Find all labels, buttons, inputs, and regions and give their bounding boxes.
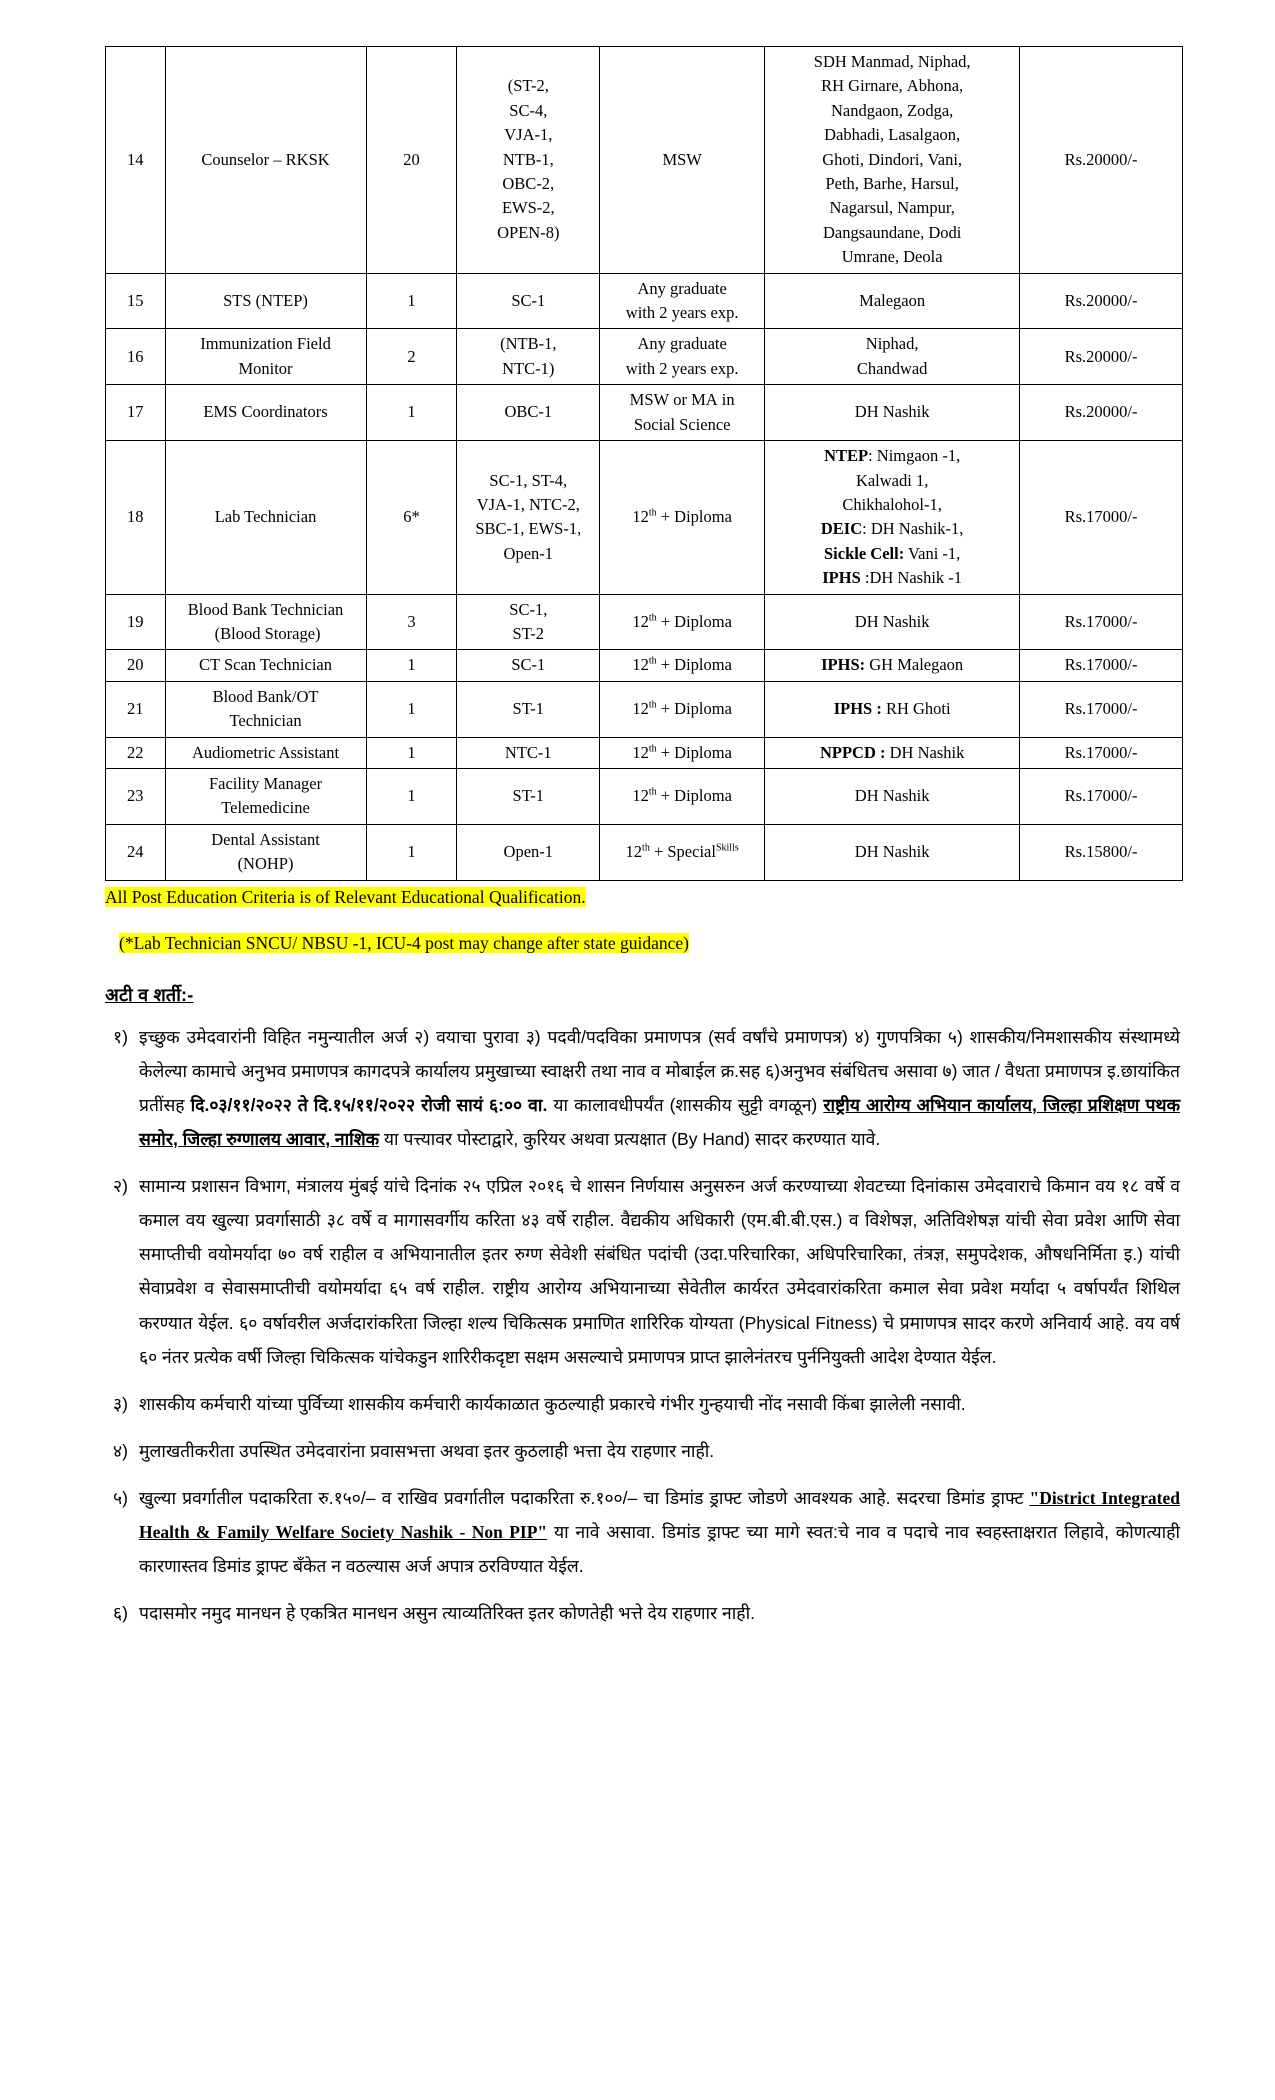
cell-salary: Rs.17000/- [1020,768,1183,824]
cell-location: DH Nashik [765,385,1020,441]
cell-sr-no: 19 [106,594,166,650]
cell-education: Any graduate with 2 years exp. [600,329,765,385]
condition-item [105,1481,1180,1583]
cell-location: DH Nashik [765,824,1020,880]
condition-number: ४) [113,1440,128,1461]
cell-education: 12th + Diploma [600,768,765,824]
conditions-list [105,1020,1180,1631]
cell-location: DH Nashik [765,594,1020,650]
cell-salary: Rs.17000/- [1020,650,1183,681]
cell-sr-no: 22 [106,737,166,768]
cell-sr-no: 21 [106,681,166,737]
cell-reservation: OBC-1 [457,385,600,441]
condition-number: १) [113,1026,128,1047]
cell-location: IPHS: GH Malegaon [765,650,1020,681]
cell-quantity: 1 [366,681,457,737]
cell-reservation: SC-1, ST-2 [457,594,600,650]
cell-quantity: 1 [366,650,457,681]
cell-quantity: 1 [366,273,457,329]
cell-post-name: Dental Assistant (NOHP) [165,824,366,880]
cell-education: 12th + Diploma [600,594,765,650]
cell-sr-no: 24 [106,824,166,880]
conditions-heading: अटी व शर्ती:- [105,984,194,1005]
condition-text: खुल्या प्रवर्गातील पदाकरिता रु.१५०/– व राखिव प्रवर्गातील पदाकरिता रु.१००/– चा डिमांड ड्राफ्ट जोडणे आवश्यक आहे. सदरचा डिमांड ड्राफ्ट "District Integrated Health & Family Welfare Society Nashik - Non PIP" या नावे असावा. डिमांड ड्राफ्ट च्या मागे स्वत:चे नाव व पदाचे नाव स्वहस्ताक्षरात लिहावे, कोणत्याही कारणास्तव डिमांड ड्राफ्ट बँकेत न वठल्यास अर्ज अपात्र ठरविण्यात येईल. [139,1488,1180,1577]
table-row [106,47,1183,274]
cell-post-name: Immunization Field Monitor [165,329,366,385]
condition-item [105,1020,1180,1157]
cell-sr-no: 14 [106,47,166,274]
condition-item [105,1434,1180,1468]
cell-quantity: 1 [366,737,457,768]
cell-quantity: 1 [366,768,457,824]
cell-location: SDH Manmad, Niphad, RH Girnare, Abhona, Nandgaon, Zodga, Dabhadi, Lasalgaon, Ghoti, Dindori, Vani, Peth, Barhe, Harsul, Nagarsul, Nampur, Dangsaundane, Dodi Umrane, Deola [765,47,1020,274]
cell-post-name: CT Scan Technician [165,650,366,681]
table-row [106,681,1183,737]
condition-text: सामान्य प्रशासन विभाग, मंत्रालय मुंबई यांचे दिनांक २५ एप्रिल २०१६ चे शासन निर्णयास अनुसरुन अर्ज करण्याच्या शेवटच्या दिनांकास उमेदवाराचे किमान वय १८ वर्षे व कमाल वय खुल्या प्रवर्गासाठी ३८ वर्षे व मागासवर्गीय करिता ४३ वर्षे राहील. वैद्यकीय अधिकारी (एम.बी.बी.एस.) व विशेषज्ञ, अतिविशेषज्ञ यांची सेवा प्रवेश आणि सेवा समाप्तीची वयोमर्यादा ७० वर्ष राहील व अभियानातील इतर रुग्ण सेवेशी संबंधित पदांची (उदा.परिचारिका, अधिपरिचारिका, तंत्रज्ञ, समुपदेशक, औषधनिर्मिता इ.) यांची सेवाप्रवेश व सेवासमाप्तीची वयोमर्यादा ६५ वर्ष राहील. राष्ट्रीय आरोग्य अभियानाच्या सेवेतील कार्यरत उमेदवारांकरिता कमाल सेवा प्रवेश मर्यादा ५ वर्षापर्यंत शिथिल करण्यात येईल. ६० वर्षावरील अर्जदारांकरिता जिल्हा शल्य चिकित्सक प्रमाणित शारिरिक योग्यता (Physical Fitness) चे प्रमाणपत्र सादर करणे अनिवार्य आहे. वय वर्ष ६० नंतर प्रत्येक वर्षी जिल्हा चिकित्सक यांचेकडुन शारिरीकदृष्टा सक्षम असल्याचे प्रमाणपत्र प्राप्त झालेनंतरच पुर्ननियुक्ती आदेश देण्यात येईल. [139,1176,1180,1367]
cell-education: 12th + Diploma [600,681,765,737]
cell-quantity: 20 [366,47,457,274]
cell-post-name: Blood Bank/OT Technician [165,681,366,737]
post-details-table [105,46,1183,881]
condition-number: ६) [113,1603,128,1624]
cell-salary: Rs.20000/- [1020,47,1183,274]
table-row [106,441,1183,594]
cell-education: 12th + Diploma [600,650,765,681]
cell-quantity: 1 [366,385,457,441]
cell-education: 12th + Diploma [600,441,765,594]
condition-item [105,1596,1180,1630]
cell-sr-no: 23 [106,768,166,824]
cell-reservation: ST-1 [457,681,600,737]
cell-post-name: Facility Manager Telemedicine [165,768,366,824]
cell-location: IPHS : RH Ghoti [765,681,1020,737]
cell-sr-no: 16 [106,329,166,385]
condition-item [105,1387,1180,1421]
table-row [106,768,1183,824]
cell-salary: Rs.15800/- [1020,824,1183,880]
table-row [106,329,1183,385]
cell-reservation: ST-1 [457,768,600,824]
cell-quantity: 2 [366,329,457,385]
table-row [106,594,1183,650]
cell-post-name: EMS Coordinators [165,385,366,441]
cell-reservation: SC-1, ST-4, VJA-1, NTC-2, SBC-1, EWS-1, Open-1 [457,441,600,594]
cell-post-name: STS (NTEP) [165,273,366,329]
cell-education: Any graduate with 2 years exp. [600,273,765,329]
cell-salary: Rs.20000/- [1020,385,1183,441]
highlighted-note-2-wrap [119,929,1180,957]
cell-location: Malegaon [765,273,1020,329]
cell-post-name: Audiometric Assistant [165,737,366,768]
table-row [106,824,1183,880]
cell-reservation: NTC-1 [457,737,600,768]
cell-salary: Rs.17000/- [1020,441,1183,594]
cell-quantity: 6* [366,441,457,594]
cell-salary: Rs.20000/- [1020,329,1183,385]
cell-salary: Rs.17000/- [1020,737,1183,768]
condition-number: ३) [113,1393,128,1414]
condition-number: २) [113,1176,128,1197]
highlighted-note-1: All Post Education Criteria is of Relevant Educational Qualification. [105,886,586,907]
cell-location: NTEP: Nimgaon -1, Kalwadi 1, Chikhalohol-1, DEIC: DH Nashik-1, Sickle Cell: Vani -1, IPHS :DH Nashik -1 [765,441,1020,594]
cell-post-name: Blood Bank Technician (Blood Storage) [165,594,366,650]
cell-education: 12th + Special$^{Skills}$ [600,824,765,880]
cell-sr-no: 15 [106,273,166,329]
highlighted-note-2: (*Lab Technician SNCU/ NBSU -1, ICU-4 post may change after state guidance) [119,932,689,953]
condition-item [105,1169,1180,1374]
cell-education: MSW or MA in Social Science [600,385,765,441]
cell-location: NPPCD : DH Nashik [765,737,1020,768]
condition-text: मुलाखतीकरीता उपस्थित उमेदवारांना प्रवासभत्ता अथवा इतर कुठलाही भत्ता देय राहणार नाही. [139,1440,715,1461]
cell-sr-no: 18 [106,441,166,594]
cell-reservation: SC-1 [457,650,600,681]
cell-salary: Rs.17000/- [1020,681,1183,737]
cell-location: Niphad, Chandwad [765,329,1020,385]
cell-reservation: (ST-2, SC-4, VJA-1, NTB-1, OBC-2, EWS-2, OPEN-8) [457,47,600,274]
condition-number: ५) [113,1488,128,1509]
highlighted-note-1-wrap [105,883,1180,911]
cell-education: MSW [600,47,765,274]
cell-salary: Rs.20000/- [1020,273,1183,329]
table-row [106,650,1183,681]
condition-text: पदासमोर नमुद मानधन हे एकत्रित मानधन असुन त्याव्यतिरिक्त इतर कोणतेही भत्ते देय राहणार नाही. [139,1603,755,1624]
table-row [106,273,1183,329]
cell-salary: Rs.17000/- [1020,594,1183,650]
table-row [106,385,1183,441]
cell-reservation: Open-1 [457,824,600,880]
cell-sr-no: 20 [106,650,166,681]
cell-reservation: (NTB-1, NTC-1) [457,329,600,385]
cell-quantity: 3 [366,594,457,650]
cell-quantity: 1 [366,824,457,880]
cell-post-name: Lab Technician [165,441,366,594]
cell-sr-no: 17 [106,385,166,441]
cell-post-name: Counselor – RKSK [165,47,366,274]
cell-education: 12th + Diploma [600,737,765,768]
condition-text: इच्छुक उमेदवारांनी विहित नमुन्यातील अर्ज २) वयाचा पुरावा ३) पदवी/पदविका प्रमाणपत्र (सर्व वर्षांचे प्रमाणपत्र) ४) गुणपत्रिका ५) शासकीय/निमशासकीय संस्थामध्ये केलेल्या कामाचे अनुभव प्रमाणपत्र कागदपत्रे कार्यालय प्रमुखाच्या स्वाक्षरी तथा नाव व मोबाईल क्र.सह ६)अनुभव संबंधितच असावा ७) जात / वैधता प्रमाणपत्र इ.छायांकित प्रतींसह दि.०३/११/२०२२ ते दि.१५/११/२०२२ रोजी सायं ६:०० वा. या कालावधीपर्यंत (शासकीय सुट्टी वगळून) राष्ट्रीय आरोग्य अभियान कार्यालय, जिल्हा प्रशिक्षण पथक समोर, जिल्हा रुग्णालय आवार, नाशिक या पत्त्यावर पोस्टाद्वारे, कुरियर अथवा प्रत्यक्षात (By Hand) सादर करण्यात यावे. [139,1026,1181,1149]
condition-text: शासकीय कर्मचारी यांच्या पुर्विच्या शासकीय कर्मचारी कार्यकाळात कुठल्याही प्रकारचे गंभीर गुन्हयाची नोंद नसावी किंबा झालेली नसावी. [139,1393,966,1414]
cell-reservation: SC-1 [457,273,600,329]
table-row [106,737,1183,768]
cell-location: DH Nashik [765,768,1020,824]
